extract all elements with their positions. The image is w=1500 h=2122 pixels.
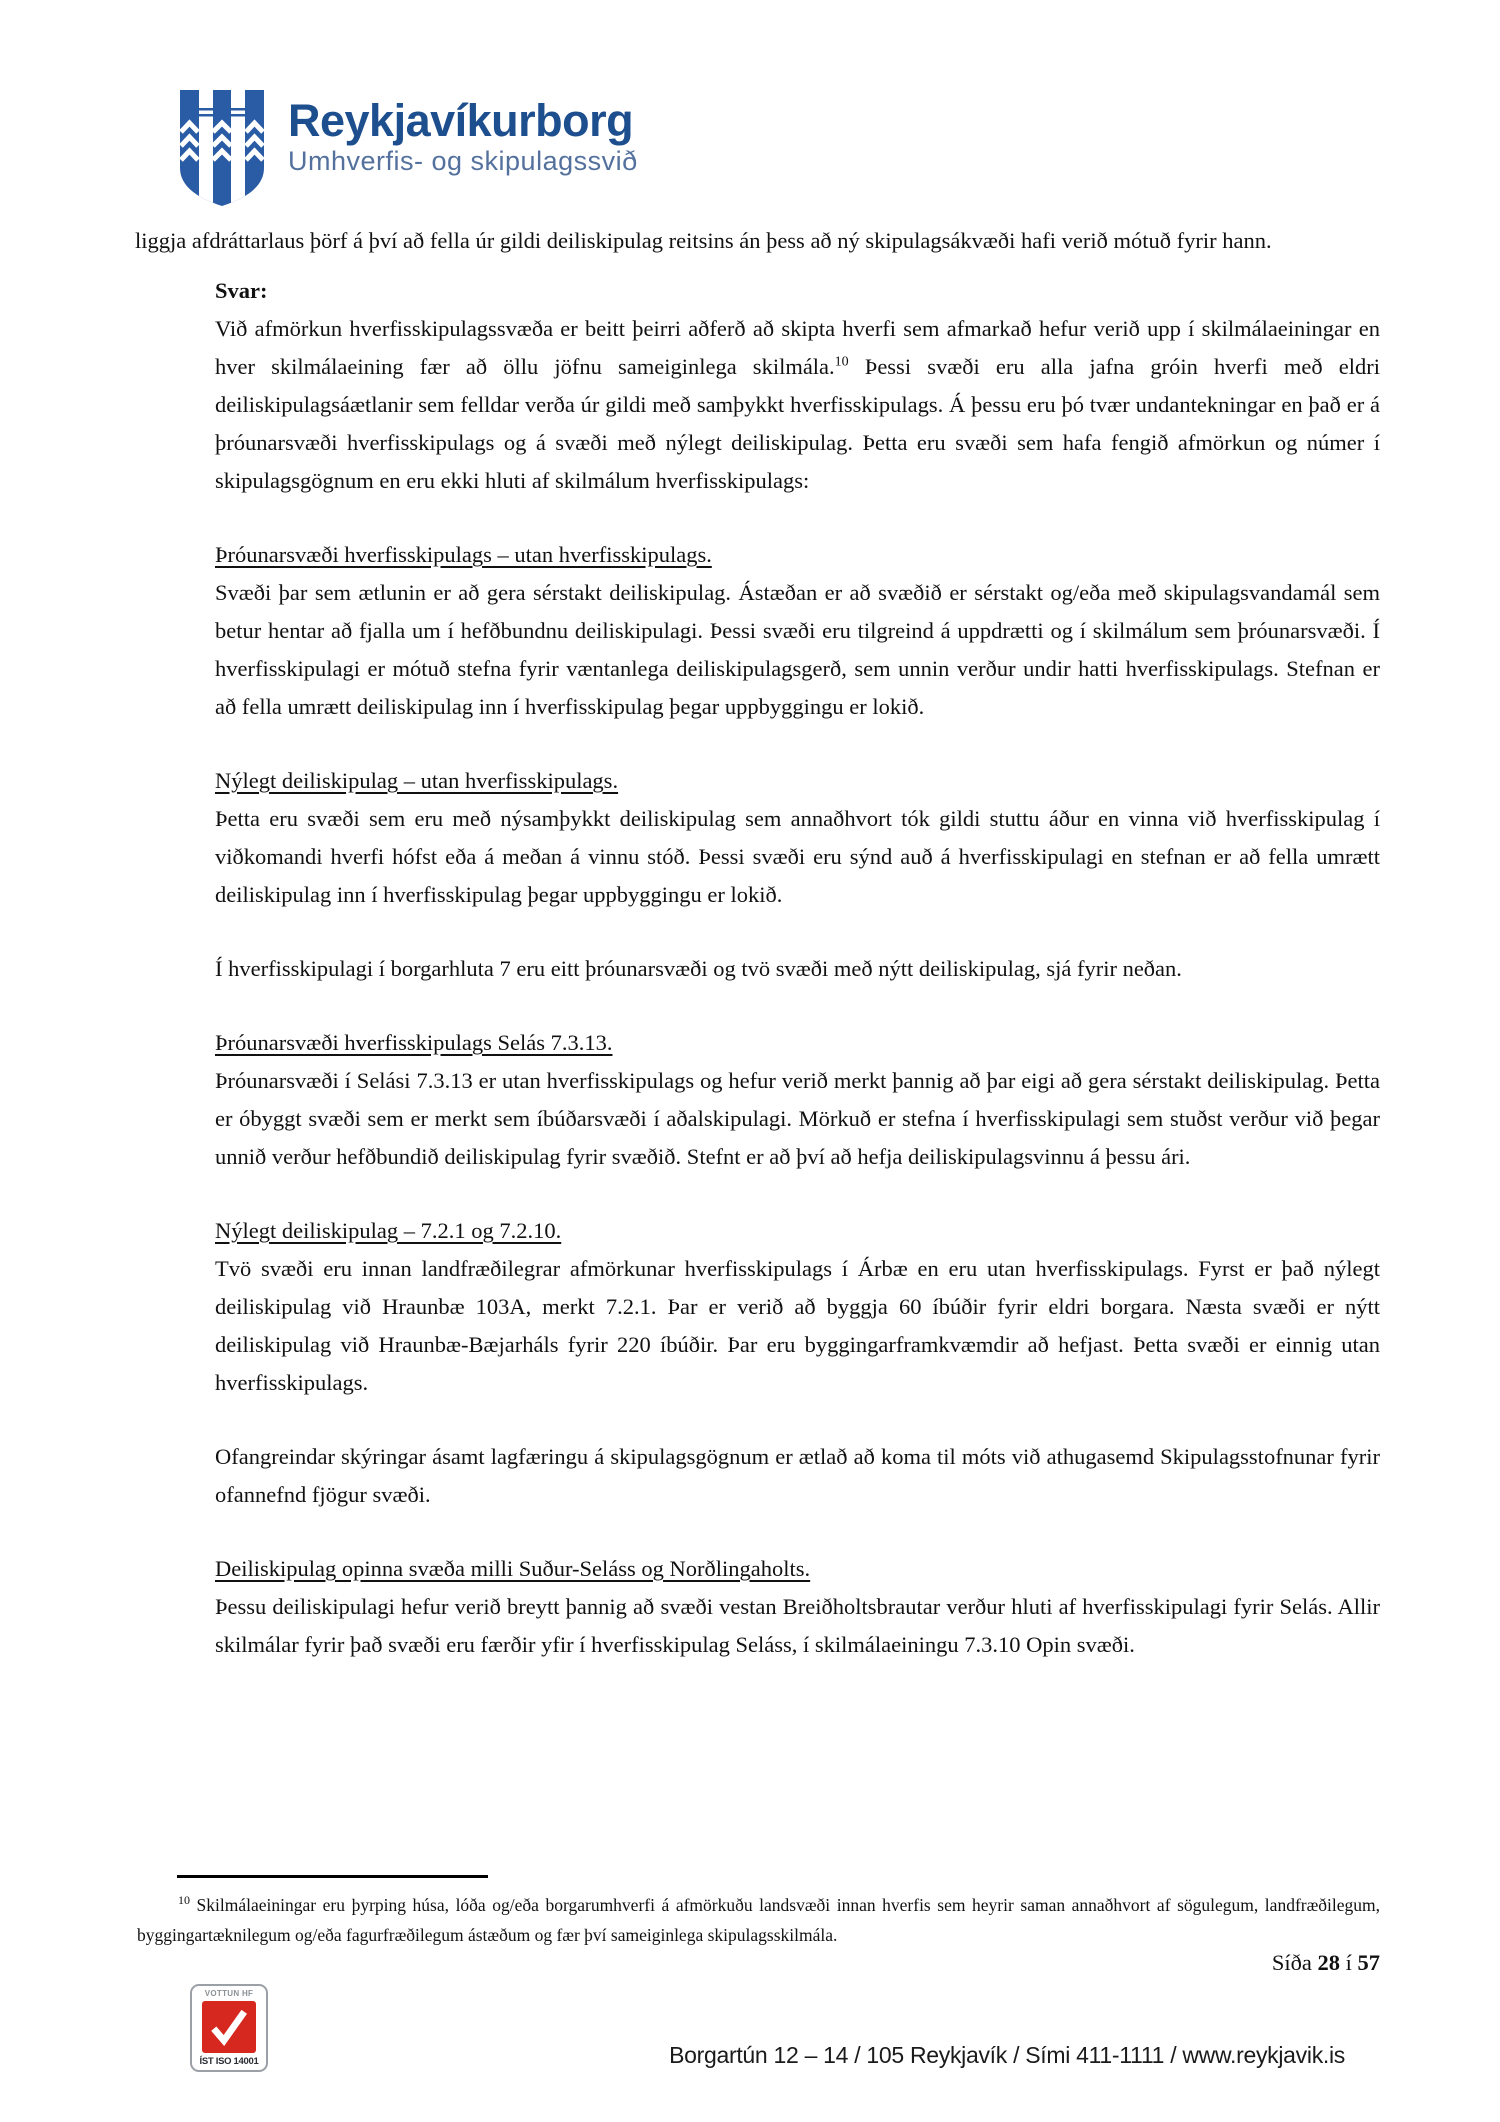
footnote-reference: 10: [834, 354, 849, 370]
footer-address: Borgartún 12 – 14 / 105 Reykjavík / Sími 411-1111 / www.reykjavik.is: [669, 2042, 1345, 2068]
section-heading: Nýlegt deiliskipulag – 7.2.1 og 7.2.10.: [215, 1218, 562, 1243]
brand-header: [178, 88, 638, 208]
answer-section-nylegt-utan: [215, 762, 1380, 914]
section-body: Þróunarsvæði í Selási 7.3.13 er utan hverfisskipulags og hefur verið merkt þannig að þar eigi að gera sérstakt deiliskipulag. Þetta er óbyggt svæði sem er merkt sem íbúðarsvæði í aðalskipulagi. Mörkuð er stefna í hverfisskipulagi sem stuðst verður við þegar unnið verður hefðbundið deiliskipulag fyrir svæðið. Stefnt er að því að hefja deiliskipulagsvinnu á þessu ári.: [215, 1068, 1380, 1169]
section-body: Í hverfisskipulagi í borgarhluta 7 eru eitt þróunarsvæði og tvö svæði með nýtt deiliskipulag, sjá fyrir neðan.: [215, 956, 1182, 981]
section-body: Þessu deiliskipulagi hefur verið breytt þannig að svæði vestan Breiðholtsbrautar verður hluti af hverfisskipulagi fyrir Selás. Allir skilmálar fyrir það svæði eru færðir yfir í hverfisskipulag Seláss, í skilmálaeiningu 7.3.10 Opin svæði.: [215, 1594, 1380, 1657]
page-number-prefix: Síða: [1271, 1950, 1318, 1975]
answer-block: [215, 272, 1380, 1664]
org-name: Reykjavíkurborg: [288, 95, 634, 146]
answer-section-721-7210: [215, 1212, 1380, 1402]
page-number: [1272, 1948, 1380, 1978]
intro-paragraph: liggja afdráttarlaus þörf á því að fella úr gildi deiliskipulag reitsins án þess að ný skipulagsákvæði hafi verið mótuð fyrir hann.: [135, 228, 1272, 253]
footnote-divider: [177, 1875, 488, 1878]
badge-red-box: [202, 2001, 256, 2053]
answer-section-opin-svaedi: [215, 1550, 1380, 1664]
footnote-text: Skilmálaeiningar eru þyrping húsa, lóða og/eða borgarumhverfi á afmörkuðu landsvæði innan hverfis sem heyrir saman annaðhvort af sögulegum, landfræðilegum, byggingartæknilegum og/eða fagurfræðilegum ástæðum og fær því sameiginlega skipulagsskilmála.: [137, 1895, 1380, 1945]
section-body: Þetta eru svæði sem eru með nýsamþykkt deiliskipulag sem annaðhvort tók gildi stuttu áður en vinna við hverfisskipulag í viðkomandi hverfi hófst eða á meðan á vinnu stóð. Þessi svæði eru sýnd auð á hverfisskipulagi en stefnan er að fella umrætt deiliskipulag inn í hverfisskipulag þegar uppbyggingu er lokið.: [215, 806, 1380, 907]
page-number-total: 57: [1357, 1950, 1380, 1975]
section-body: Svæði þar sem ætlunin er að gera sérstakt deiliskipulag. Ástæðan er að svæðið er sérstakt og/eða með skipulagsvandamál sem betur hentar að fjalla um í hefðbundnu deiliskipulagi. Þessi svæði eru tilgreind á uppdrætti og í skilmálum sem þróunarsvæði. Í hverfisskipulagi er mótuð stefna fyrir væntanlega deiliskipulagsgerð, sem unnin verður undir hatti hverfisskipulags. Stefnan er að fella umrætt deiliskipulag inn í hverfisskipulag þegar uppbyggingu er lokið.: [215, 580, 1380, 719]
checkmark-icon: [207, 2006, 251, 2048]
answer-opening-text-continued: Þessi svæði eru alla jafna gróin hverfi með eldri deiliskipulagsáætlanir sem felldar verða úr gildi með samþykkt hverfisskipulags. Á þessu eru þó tvær undantekningar en það er á þróunarsvæði hverfisskipulags og á svæði með nýlegt deiliskipulag. Þetta eru svæði sem hafa fengið afmörkun og númer í skipulagsgögnum en eru ekki hluti af skilmálum hverfisskipulags:: [215, 354, 1380, 493]
section-body: Tvö svæði eru innan landfræðilegrar afmörkunar hverfisskipulags í Árbæ en eru utan hverfisskipulags. Fyrst er það nýlegt deiliskipulag við Hraunbæ 103A, merkt 7.2.1. Þar er verið að byggja 60 íbúðir fyrir eldri borgara. Næsta svæði er nýtt deiliskipulag við Hraunbæ-Bæjarháls fyrir 220 íbúðir. Þar eru byggingarframkvæmdir að hefjast. Þetta svæði er einnig utan hverfisskipulags.: [215, 1256, 1380, 1395]
answer-opening-paragraph: [215, 310, 1380, 500]
page-number-separator: í: [1339, 1950, 1358, 1975]
page-number-current: 28: [1317, 1950, 1340, 1975]
badge-bottom-label: ÍST ISO 14001: [199, 2056, 259, 2067]
section-heading: Nýlegt deiliskipulag – utan hverfisskipulags.: [215, 768, 619, 793]
answer-label: Svar:: [215, 278, 268, 303]
section-heading: Þróunarsvæði hverfisskipulags – utan hverfisskipulags.: [215, 542, 712, 567]
section-heading: Deiliskipulag opinna svæða milli Suður-Seláss og Norðlingaholts.: [215, 1556, 811, 1581]
department-name: Umhverfis- og skipulagssvið: [288, 146, 638, 176]
badge-top-label: VOTTUN HF: [204, 1989, 254, 1998]
brand-text-block: [288, 88, 638, 176]
answer-opening-text: Við afmörkun hverfisskipulagssvæða er beitt þeirri aðferð að skipta hverfi sem afmarkað hefur verið upp í skilmálaeiningar en hver skilmálaeining fær að öllu jöfnu sameiginlega skilmála.: [215, 316, 1380, 379]
answer-paragraph-ofangreindar: [215, 1438, 1380, 1514]
answer-paragraph-borgarhluti7: [215, 950, 1380, 988]
section-body: Ofangreindar skýringar ásamt lagfæringu á skipulagsgögnum er ætlað að koma til móts við athugasemd Skipulagsstofnunar fyrir ofannefnd fjögur svæði.: [215, 1444, 1380, 1507]
reykjavik-coat-of-arms-icon: [178, 88, 266, 208]
footnote: [137, 1890, 1380, 1950]
answer-section-throunarsvaedi-utan: [215, 536, 1380, 726]
answer-section-selas-7313: [215, 1024, 1380, 1176]
document-body: [135, 222, 1380, 1664]
footnote-marker: 10: [178, 1893, 190, 1908]
section-heading: Þróunarsvæði hverfisskipulags Selás 7.3.13.: [215, 1030, 613, 1055]
iso-certification-badge: [190, 1984, 268, 2072]
